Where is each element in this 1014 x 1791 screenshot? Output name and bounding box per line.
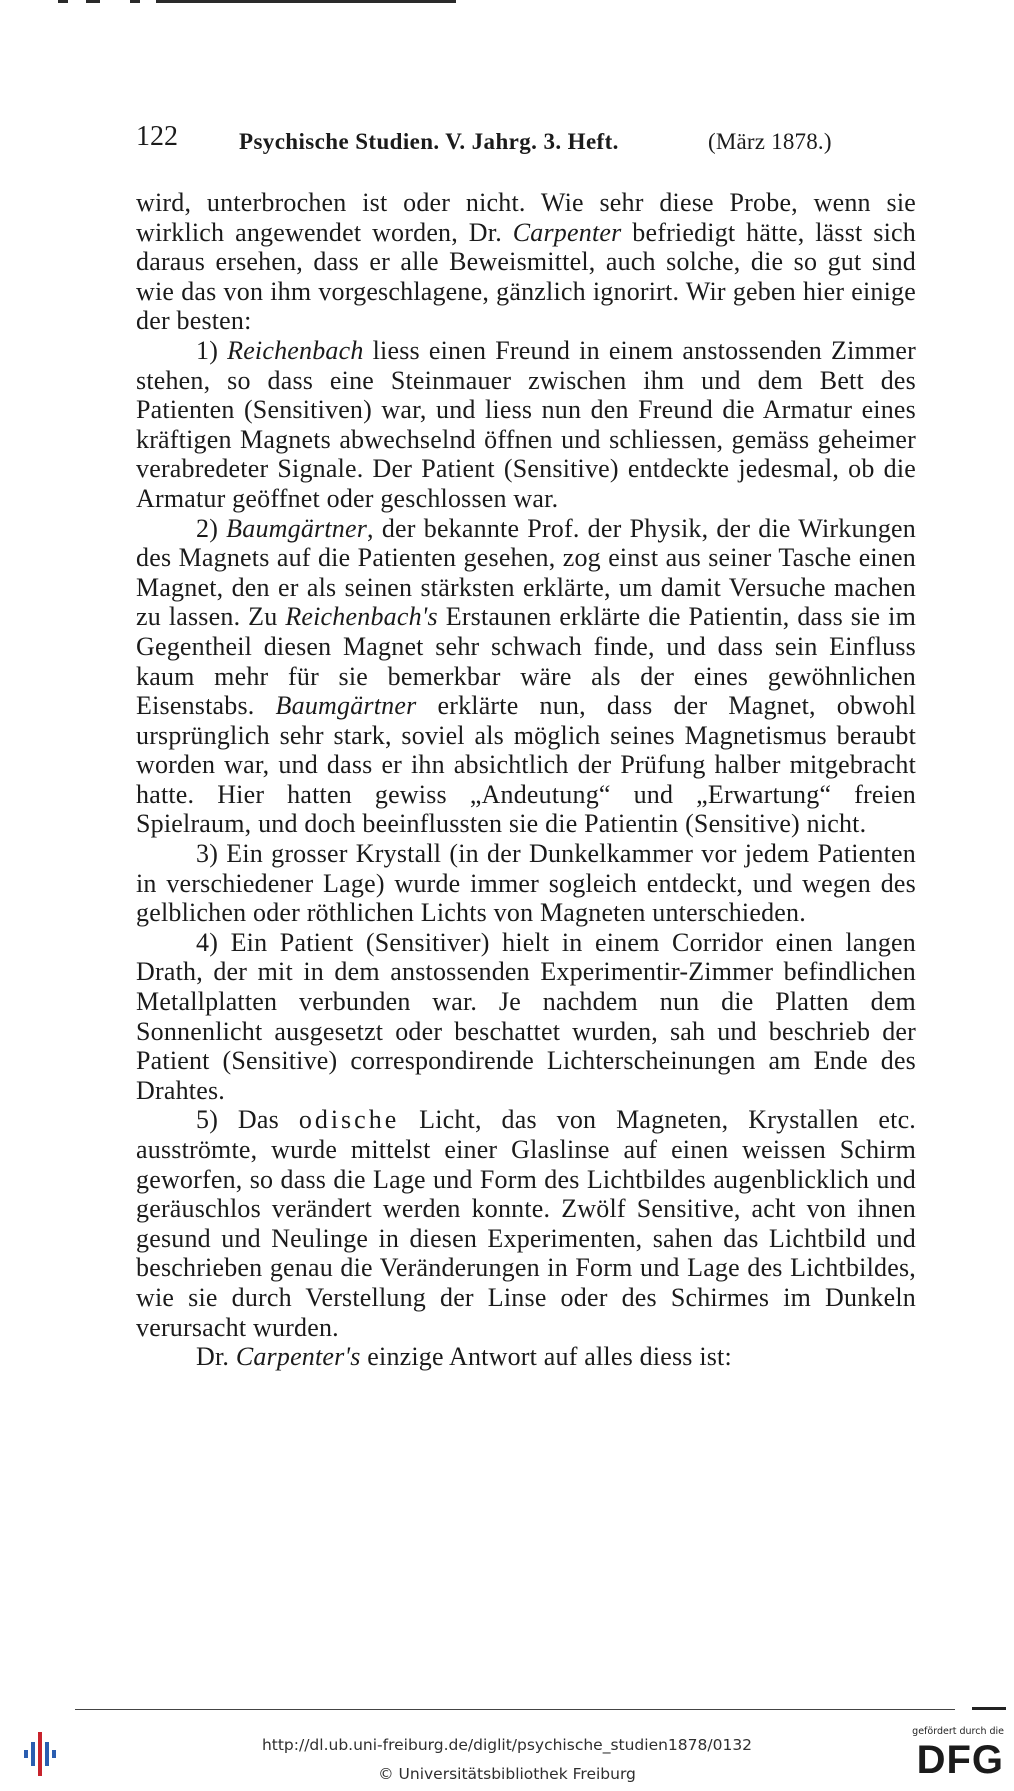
scan-edge — [0, 0, 1014, 4]
paragraph-0: wird, unterbrochen ist oder nicht. Wie sehr diese Probe, wenn sie wirklich angewendet worden, Dr. Carpenter befriedigt hätte, lässt sich daraus ersehen, dass er alle Beweismittel, auch solche, die so gut sind wie das von ihm vorgeschlagene, gänzlich ignorirt. Wir geben hier einige der besten: — [136, 188, 916, 336]
paragraph-6: Dr. Carpenter's einzige Antwort auf alles diess ist: — [196, 1342, 732, 1372]
document-url-link[interactable]: http://dl.ub.uni-freiburg.de/diglit/psychische_studien1878/0132 — [261, 1736, 753, 1754]
page-number: 122 — [136, 121, 178, 152]
dfg-funding-text: gefördert durch die — [912, 1726, 1004, 1737]
dfg-logo — [896, 1726, 1004, 1786]
paragraph-5: 5) Das odische Licht, das von Magneten, Krystallen etc. ausströmte, wurde mittelst einer Glaslinse auf einen weissen Schirm geworfen, so dass die Lage und Form des Lichtbildes augenblicklich und geräuschlos verändert werden konnte. Zwölf Sensitive, acht von ihnen gesund und Neulinge in diesen Experimenten, sahen das Lichtbild und beschrieben genau die Veränderungen in Form und Lage des Lichtbildes, wie sie durch Verstellung der Linse oder des Schirmes im Dunkeln verursacht wurden. — [136, 1105, 917, 1342]
paragraph-3: 3) Ein grosser Krystall (in der Dunkelkammer vor jedem Patienten in verschiedener Lage) wurde immer sogleich entdeckt, und wegen des gelblichen oder röthlichen Lichts von Magneten unterschieden. — [136, 839, 916, 928]
paragraph-1: 1) Reichenbach liess einen Freund in einem anstossenden Zimmer stehen, so dass eine Steinmauer zwischen ihm und dem Bett des Patienten (Sensitiven) war, und liess nun den Freund die Armatur eines kräftigen Magnets abwechselnd öffnen und schliessen, gemäss geheimer verabredeter Signale. Der Patient (Sensitive) entdeckte jedesmal, ob die Armatur geöffnet oder geschlossen war. — [136, 335, 916, 513]
paragraph-4: 4) Ein Patient (Sensitiver) hielt in einem Corridor einen langen Drath, der mit in dem anstossenden Experimentir-Zimmer befindlichen Metallplatten verbunden war. Je nachdem nun die Platten dem Sonnenlicht ausgesetzt oder beschattet wurden, sah und beschrieb der Patient (Sensitive) correspondirende Lichterscheinungen am Ende des Drahtes. — [136, 927, 916, 1105]
journal-title: Psychische Studien. V. Jahrg. 3. Heft. — [239, 129, 619, 154]
dfg-logo-text: DFG — [916, 1738, 1004, 1782]
page-body — [136, 188, 916, 1372]
footer — [0, 1716, 1014, 1791]
footer-divider — [75, 1709, 955, 1710]
issue-date: (März 1878.) — [708, 129, 832, 154]
paragraph-2: 2) Baumgärtner, der bekannte Prof. der Physik, der die Wirkungen des Magnets auf die Patienten gesehen, zog einst aus seiner Tasche einen Magnet, den er als seinen stärksten erklärte, um damit Versuche machen zu lassen. Zu Reichenbach's Erstaunen erklärte die Patientin, dass sie im Gegentheil diesen Magnet sehr schwach finde, und dass sein Einfluss kaum mehr für sie bemerkbar wäre als der eines gewöhnlichen Eisenstabs. Baumgärtner erklärte nun, dass der Magnet, obwohl ursprünglich sehr stark, soviel als möglich seines Magnetismus beraubt worden war, und dass er ihn absichtlich der Prüfung halber mitgebracht hatte. Hier hatten gewiss „Andeutung“ und „Erwartung“ freien Spielraum, und doch beeinflussten sie die Patientin (Sensitive) nicht. — [136, 513, 916, 839]
footer-divider-tick — [972, 1707, 1006, 1710]
copyright-notice: © Universitätsbibliothek Freiburg — [378, 1765, 636, 1783]
